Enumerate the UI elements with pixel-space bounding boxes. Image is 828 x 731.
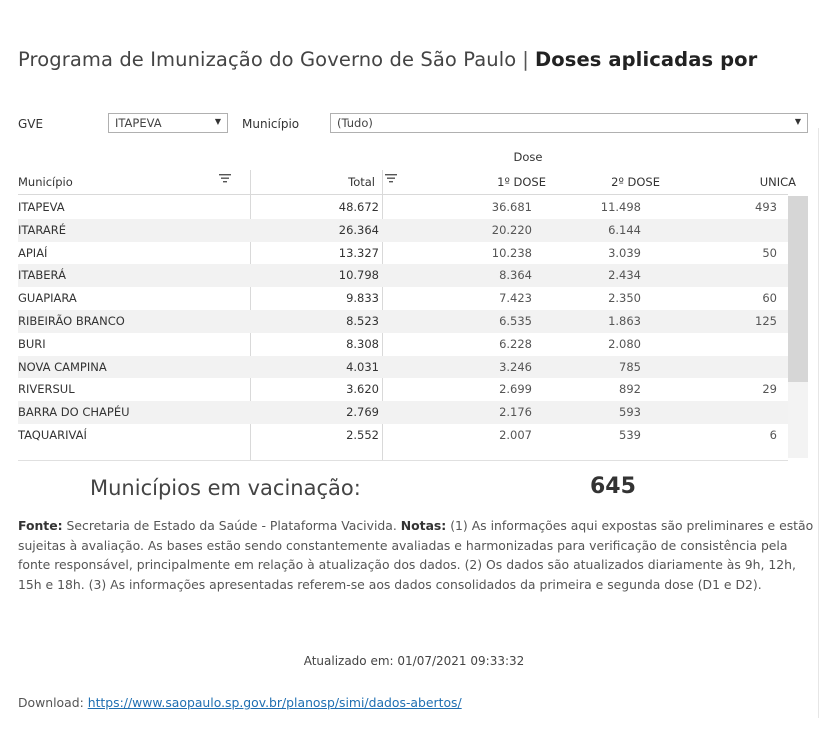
fonte-label: Fonte: (18, 518, 63, 533)
cell-municipio: NOVA CAMPINA (18, 359, 107, 374)
table-row[interactable] (18, 264, 788, 287)
cell-total: 10.798 (338, 268, 379, 283)
cell-total: 2.552 (346, 427, 379, 442)
table-body (18, 196, 788, 447)
cell-unica: 125 (755, 313, 777, 328)
cell-municipio: BARRA DO CHAPÉU (18, 405, 130, 420)
cell-municipio: ITAPEVA (18, 200, 65, 214)
cell-dose1: 10.238 (491, 245, 532, 260)
cell-municipio: BURI (18, 336, 46, 351)
sort-icon[interactable] (218, 172, 232, 187)
title-separator: | (522, 48, 529, 71)
chevron-down-icon: ▼ (214, 117, 221, 126)
title-bold: Doses aplicadas por (534, 48, 758, 71)
cell-dose1: 2.007 (499, 427, 532, 442)
notes-paragraph (18, 516, 816, 594)
cell-total: 9.833 (346, 291, 379, 306)
cell-dose1: 20.220 (491, 222, 532, 237)
cell-dose2: 11.498 (600, 200, 641, 214)
cell-dose1: 8.364 (499, 268, 532, 283)
table-bottom-border (18, 460, 788, 461)
cell-municipio: ITABERÁ (18, 268, 66, 283)
table-row[interactable] (18, 219, 788, 242)
cell-unica: 50 (762, 245, 777, 260)
cell-dose2: 3.039 (608, 245, 641, 260)
cell-dose1: 6.228 (499, 336, 532, 351)
download-label: Download: (18, 695, 84, 710)
cell-dose1: 2.176 (499, 405, 532, 420)
cell-total: 48.672 (338, 200, 379, 214)
cell-dose2: 6.144 (608, 222, 641, 237)
gve-label: GVE (18, 117, 44, 131)
table-row[interactable] (18, 242, 788, 265)
title-main: Programa de Imunização do Governo de São Paulo (18, 48, 517, 71)
download-link[interactable]: https://www.saopaulo.sp.gov.br/planosp/simi/dados-abertos/ (87, 695, 462, 710)
table-row[interactable] (18, 378, 788, 401)
cell-total: 4.031 (346, 359, 379, 374)
column-header-unica[interactable]: UNICA (759, 175, 796, 189)
side-panel-edge (818, 128, 828, 718)
download-line (18, 695, 462, 710)
cell-municipio: TAQUARIVAÍ (18, 427, 87, 442)
cell-dose2: 1.863 (608, 313, 641, 328)
scrollbar-thumb[interactable] (788, 196, 808, 382)
municipio-dropdown[interactable] (330, 113, 808, 133)
column-header-total[interactable]: Total (348, 175, 375, 189)
page-title (18, 48, 757, 71)
column-header-dose1[interactable]: 1º DOSE (497, 175, 546, 189)
table-row[interactable] (18, 196, 788, 219)
cell-dose1: 3.246 (499, 359, 532, 374)
table-row[interactable] (18, 424, 788, 447)
table-row[interactable] (18, 356, 788, 379)
cell-dose1: 2.699 (499, 382, 532, 397)
cell-dose2: 539 (619, 427, 641, 442)
table-row[interactable] (18, 401, 788, 424)
cell-dose2: 2.350 (608, 291, 641, 306)
gve-dropdown-value: ITAPEVA (115, 116, 162, 130)
cell-unica: 6 (769, 427, 777, 442)
cell-dose2: 593 (619, 405, 641, 420)
cell-municipio: ITARARÉ (18, 222, 67, 237)
cell-municipio: RIVERSUL (18, 382, 75, 397)
cell-total: 26.364 (338, 222, 379, 237)
cell-dose2: 2.080 (608, 336, 641, 351)
kpi-label: Municípios em vacinação: (90, 476, 361, 500)
table-header (18, 170, 808, 192)
municipio-dropdown-value: (Tudo) (337, 116, 373, 130)
cell-unica: 29 (762, 382, 777, 397)
cell-dose1: 36.681 (491, 200, 532, 214)
table-row[interactable] (18, 310, 788, 333)
cell-unica: 493 (755, 200, 777, 214)
cell-dose1: 6.535 (499, 313, 532, 328)
gve-dropdown[interactable] (108, 113, 228, 133)
notas-text: (1) As informações aqui expostas são preliminares e estão sujeitas à avaliação. As bases estão sendo constantemente avaliadas e harmonizadas para verificação de consistência pela fonte responsável, principalmente em relação à atualização dos dados. (2) Os dados são atualizados diariamente às 9h, 12h, 15h e 18h. (3) As informações apresentadas referem-se aos dados consolidados da primeira e segunda dose (D1 e D2). (18, 518, 814, 592)
cell-total: 2.769 (346, 405, 379, 420)
table-row[interactable] (18, 333, 788, 356)
table-row[interactable] (18, 287, 788, 310)
cell-total: 13.327 (338, 245, 379, 260)
updated-value: 01/07/2021 09:33:32 (397, 654, 525, 668)
cell-dose1: 7.423 (499, 291, 532, 306)
header-divider (18, 194, 788, 195)
cell-dose2: 785 (619, 359, 641, 374)
cell-municipio: RIBEIRÃO BRANCO (18, 313, 125, 328)
cell-total: 8.308 (346, 336, 379, 351)
kpi-value: 645 (590, 474, 636, 499)
column-header-dose2[interactable]: 2º DOSE (611, 175, 660, 189)
fonte-text: Secretaria de Estado da Saúde - Plataforma Vacivida. (66, 518, 397, 533)
cell-municipio: GUAPIARA (18, 291, 77, 306)
updated-label: Atualizado em: (303, 654, 394, 668)
cell-total: 8.523 (346, 313, 379, 328)
sort-icon[interactable] (384, 172, 398, 187)
cell-unica: 60 (762, 291, 777, 306)
notas-label: Notas: (400, 518, 447, 533)
dose-group-header: Dose (513, 150, 543, 164)
cell-municipio: APIAÍ (18, 245, 48, 260)
cell-dose2: 892 (619, 382, 641, 397)
column-header-municipio[interactable]: Município (18, 175, 73, 189)
municipio-label: Município (242, 117, 300, 131)
cell-dose2: 2.434 (608, 268, 641, 283)
updated-timestamp (0, 654, 828, 668)
chevron-down-icon: ▼ (794, 117, 801, 126)
cell-total: 3.620 (346, 382, 379, 397)
